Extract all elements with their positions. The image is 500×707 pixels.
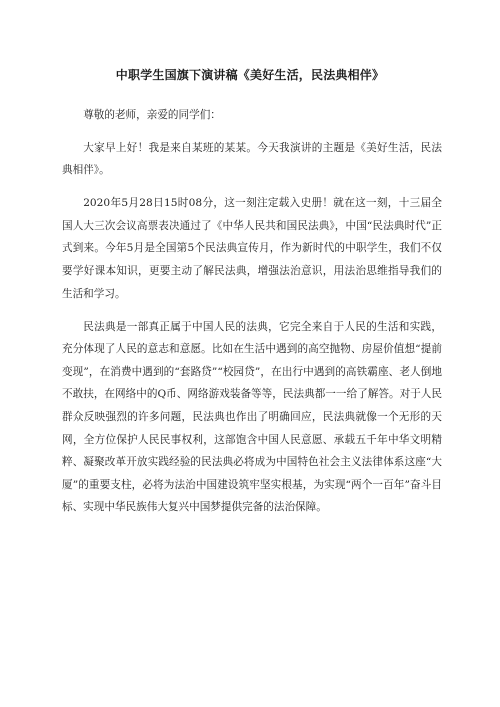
document-title: 中职学生国旗下演讲稿《美好生活，民法典相伴》 <box>115 68 385 82</box>
paragraph-greeting: 大家早上好！我是来自某班的某某。今天我演讲的主题是《美好生活，民法典相伴》。 <box>62 141 442 177</box>
paragraph-civil-code-significance: 民法典是一部真正属于中国人民的法典，它完全来自于人民的生活和实践，充分体现了人民的意志和意愿。比如在生活中遇到的高空抛物、房屋价值想“提前变现”，在消费中遇到的“套路贷”“校园贷”，在出行中遇到的高铁霸座、老人倒地不敢扶，在网络中的Q币、网络游戏装备等等，民法典都一一给了解答。对于人民群众反映强烈的许多问题，民法典也作出了明确回应，民法典就像一个无形的天网，全方位保护人民民事权利，这部饱含中国人民意愿、承载五千年中华文明精粹、凝聚改革开放实践经验的民法典必将成为中国特色社会主义法律体系这座“大厦”的重要支柱，必将为法治中国建设筑牢坚实根基，为实现“两个一百年”奋斗目标、实现中华民族伟大复兴中国梦提供完备的法治保障。 <box>62 320 442 514</box>
document-body <box>62 104 442 529</box>
paragraph-civil-code-passed: 2020年5月28日15时08分，这一刻注定载入史册！就在这一刻，十三届全国人大三次会议高票表决通过了《中华人民共和国民法典》，中国“民法典时代”正式到来。今年5月是全国第5个民法典宣传月，作为新时代的中职学生，我们不仅要学好课本知识，更要主动了解民法典，增强法治意识，用法治思维指导我们的生活和学习。 <box>62 197 442 300</box>
salutation: 尊敬的老师，亲爱的同学们： <box>83 109 221 121</box>
